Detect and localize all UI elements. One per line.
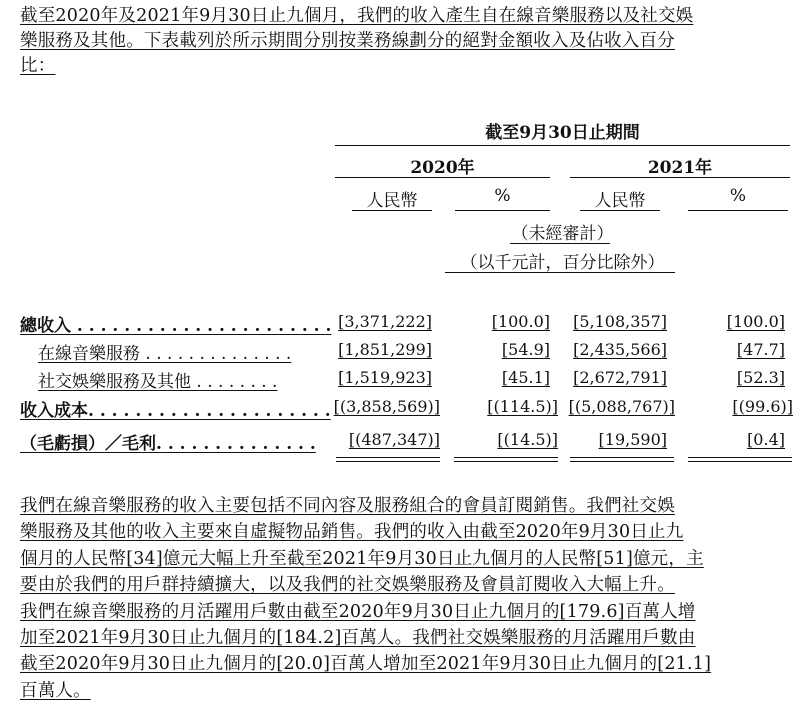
body-line: 加至2021年9月30日止九個月的[184.2]百萬人。我們社交娛樂服務的月活躍用戶數由 [20, 628, 696, 649]
header-rule [335, 145, 790, 146]
double-underline [454, 457, 558, 462]
body-line: 我們在線音樂服務的月活躍用戶數由截至2020年9月30日止九個月的[179.6]百萬人增 [20, 601, 696, 622]
cell-value: [3,371,222] [338, 312, 432, 331]
col-rule [688, 210, 788, 211]
body-line: 我們在線音樂服務的收入主要包括不同內容及服務組合的會員訂閱銷售。我們社交娛 [20, 496, 675, 516]
col-header-rmb-2020: 人民幣 [366, 191, 418, 211]
intro-line: 樂服務及其他。下表載列於所示期間分別按業務線劃分的絕對金額收入及佔收入百分 [20, 31, 675, 51]
body-line: 樂服務及其他的收入主要來自虛擬物品銷售。我們的收入由截至2020年9月30日止九 [20, 522, 684, 543]
unaudited-note: （未經審計） [511, 224, 614, 244]
cell-value: [5,108,357] [573, 312, 667, 331]
cell-value: [(5,088,767)] [568, 397, 675, 416]
col-rule [580, 210, 660, 211]
body-paragraph [20, 493, 790, 704]
row-label-social-entertainment: 社交娛樂服務及其他 . . . . . . . . [38, 372, 278, 392]
row-label-cost-of-revenue: 收入成本. . . . . . . . . . . . . . . . . . . . . [20, 401, 331, 421]
col-rule [455, 210, 550, 211]
period-header: 截至9月30日止期間 [485, 123, 640, 143]
cell-value: [52.3] [736, 368, 785, 387]
cell-value: [45.1] [501, 368, 550, 387]
cell-value: [(3,858,569)] [333, 397, 440, 416]
year-2020-header: 2020年 [410, 158, 475, 178]
cell-value: [1,519,923] [338, 368, 432, 387]
cell-value: [1,851,299] [338, 340, 432, 359]
row-label-gross-profit: （毛虧損）／毛利. . . . . . . . . . . . . . [20, 434, 316, 454]
intro-line: 截至2020年及2021年9月30日止九個月，我們的收入產生自在線音樂服務以及社交娛 [20, 6, 694, 26]
cell-value: [2,672,791] [573, 368, 667, 387]
intro-paragraph [20, 4, 790, 79]
note-rule [445, 272, 675, 273]
body-line: 百萬人。 [20, 680, 91, 701]
cell-value: [(114.5)] [487, 397, 558, 416]
row-label-online-music: 在線音樂服務 . . . . . . . . . . . . . . [38, 344, 292, 364]
year-2020-rule [335, 177, 550, 178]
body-line: 個月的人民幣[34]億元大幅上升至截至2021年9月30日止九個月的人民幣[51]億元，主 [20, 548, 704, 569]
cell-value: [100.0] [726, 312, 785, 331]
double-underline [570, 457, 674, 462]
body-line: 要由於我們的用戶群持續擴大，以及我們的社交娛樂服務及會員訂閱收入大幅上升。 [20, 575, 675, 596]
col-header-pct-2020: % [494, 186, 511, 206]
year-2021-header: 2021年 [647, 158, 713, 178]
col-header-pct-2021: % [729, 186, 747, 206]
col-rule [352, 210, 432, 211]
cell-value: [19,590] [598, 430, 667, 449]
cell-value: [100.0] [491, 312, 550, 331]
cell-value: [0.4] [747, 430, 785, 449]
cell-value: [(14.5)] [497, 430, 558, 449]
row-label-total-revenue: 總收入 . . . . . . . . . . . . . . . . . . . . . . [20, 316, 332, 336]
body-line: 截至2020年9月30日止九個月的[20.0]百萬人增加至2021年9月30日止九個月的[21.1] [20, 654, 712, 675]
note-rule [510, 243, 610, 244]
cell-value: [47.7] [736, 340, 785, 359]
col-header-rmb-2021: 人民幣 [594, 191, 646, 211]
double-underline [688, 457, 792, 462]
cell-value: [(99.6)] [732, 397, 793, 416]
double-underline [336, 457, 440, 462]
cell-value: [54.9] [501, 340, 550, 359]
cell-value: [2,435,566] [573, 340, 667, 359]
intro-line: 比： [20, 56, 56, 76]
year-2021-rule [570, 177, 790, 178]
units-note: （以千元計，百分比除外） [460, 253, 665, 273]
cell-value: [(487,347)] [348, 430, 440, 449]
